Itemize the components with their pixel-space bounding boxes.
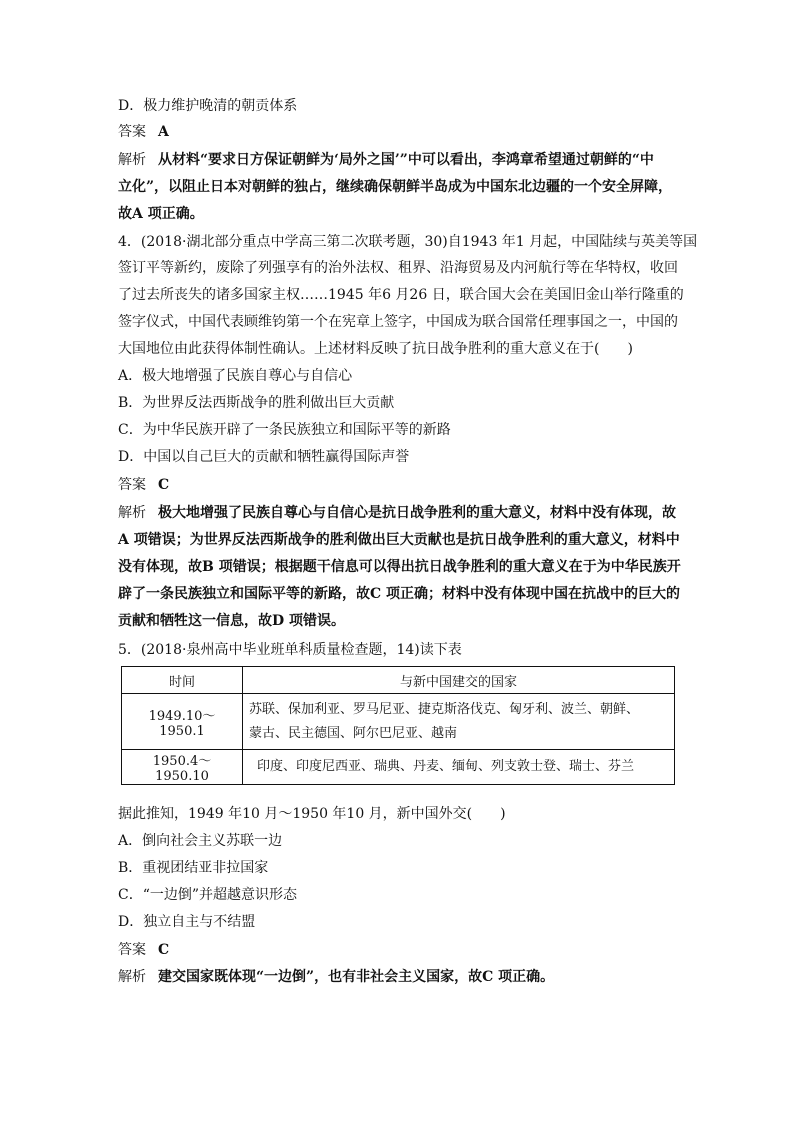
q5-table (121, 666, 675, 785)
q4-stem-line: 签订平等新约，废除了列强享有的治外法权、租界、沿海贸易及内河航行等在华特权，收回 (118, 260, 678, 276)
q4-analysis-line: 解析 极大地增强了民族自尊心与自信心是抗日战争胜利的重大意义，材料中没有体现，故 (118, 505, 676, 521)
answer-value: C (158, 477, 170, 493)
q4-analysis-line: 没有体现，故B 项错误；根据题干信息可以得出抗日战争胜利的重大意义在于为中华民族开 (118, 559, 681, 575)
q4-option-d: D．中国以自己巨大的贡献和牺牲赢得国际声誉 (118, 449, 410, 465)
table-cell-period: 1950.4～1950.10 (122, 750, 243, 785)
table-row (122, 694, 675, 750)
q4-option-a: A．极大地增强了民族自尊心与自信心 (118, 368, 353, 384)
q3-option-d: D．极力维护晚清的朝贡体系 (118, 98, 298, 114)
table-header: 时间 (122, 667, 243, 694)
q4-stem-line: 大国地位由此获得体制性确认。上述材料反映了抗日战争胜利的重大意义在于( ) (118, 341, 633, 357)
q5-question: 据此推知，1949 年10 月～1950 年10 月，新中国外交( ) (118, 806, 506, 822)
q5-stem: 5．(2018·泉州高中毕业班单科质量检查题，14)读下表 (118, 642, 462, 658)
q5-answer (118, 940, 169, 960)
q4-option-b: B．为世界反法西斯战争的胜利做出巨大贡献 (118, 395, 395, 411)
q5-analysis-line: 解析 建交国家既体现“一边倒”，也有非社会主义国家，故C 项正确。 (118, 969, 555, 985)
analysis-label: 解析 (118, 505, 146, 521)
table-header: 与新中国建交的国家 (243, 667, 675, 694)
q5-option-b: B．重视团结亚非拉国家 (118, 860, 269, 876)
table-cell-period: 1949.10～1950.1 (122, 694, 243, 750)
q4-analysis-line: 辟了一条民族独立和国际平等的新路，故C 项正确；材料中没有体现中国在抗战中的巨大的 (118, 586, 681, 602)
answer-label: 答案 (118, 124, 146, 140)
q5-option-d: D．独立自主与不结盟 (118, 914, 256, 930)
q4-analysis-line: A 项错误；为世界反法西斯战争的胜利做出巨大贡献也是抗日战争胜利的重大意义，材料中 (118, 532, 680, 548)
q3-analysis-line: 故A 项正确。 (118, 206, 204, 222)
answer-value: A (158, 124, 169, 140)
analysis-label: 解析 (118, 152, 146, 168)
q3-answer (118, 122, 169, 142)
q4-answer (118, 475, 169, 495)
table-cell-countries: 苏联、保加利亚、罗马尼亚、捷克斯洛伐克、匈牙利、波兰、朝鲜、 蒙古、民主德国、阿尔巴尼亚、越南 (243, 694, 675, 750)
answer-label: 答案 (118, 477, 146, 493)
answer-value: C (158, 942, 170, 958)
q4-stem-line: 了过去所丧失的诸多国家主权……1945 年6 月26 日，联合国大会在美国旧金山举行隆重的 (118, 287, 684, 303)
q5-option-c: C．“一边倒”并超越意识形态 (118, 887, 298, 903)
q5-option-a: A．倒向社会主义苏联一边 (118, 833, 283, 849)
q4-stem-line: 签字仪式，中国代表顾维钧第一个在宪章上签字，中国成为联合国常任理事国之一，中国的 (118, 314, 678, 330)
table-cell-countries: 印度、印度尼西亚、瑞典、丹麦、缅甸、列支敦士登、瑞士、芬兰 (243, 750, 675, 785)
q3-analysis-line: 解析 从材料“要求日方保证朝鲜为‘局外之国’”中可以看出，李鸿章希望通过朝鲜的“中 (118, 152, 654, 168)
q3-analysis-line: 立化”，以阻止日本对朝鲜的独占，继续确保朝鲜半岛成为中国东北边疆的一个安全屏障， (118, 179, 673, 195)
q4-option-c: C．为中华民族开辟了一条民族独立和国际平等的新路 (118, 422, 451, 438)
q4-stem-line: 4．(2018·湖北部分重点中学高三第二次联考题，30)自1943 年1 月起，中国陆续与英美等国 (118, 234, 698, 250)
table-row (122, 750, 675, 785)
analysis-label: 解析 (118, 969, 146, 985)
table-header-row (122, 667, 675, 694)
q4-analysis-line: 贡献和牺牲这一信息，故D 项错误。 (118, 613, 346, 629)
answer-label: 答案 (118, 942, 146, 958)
